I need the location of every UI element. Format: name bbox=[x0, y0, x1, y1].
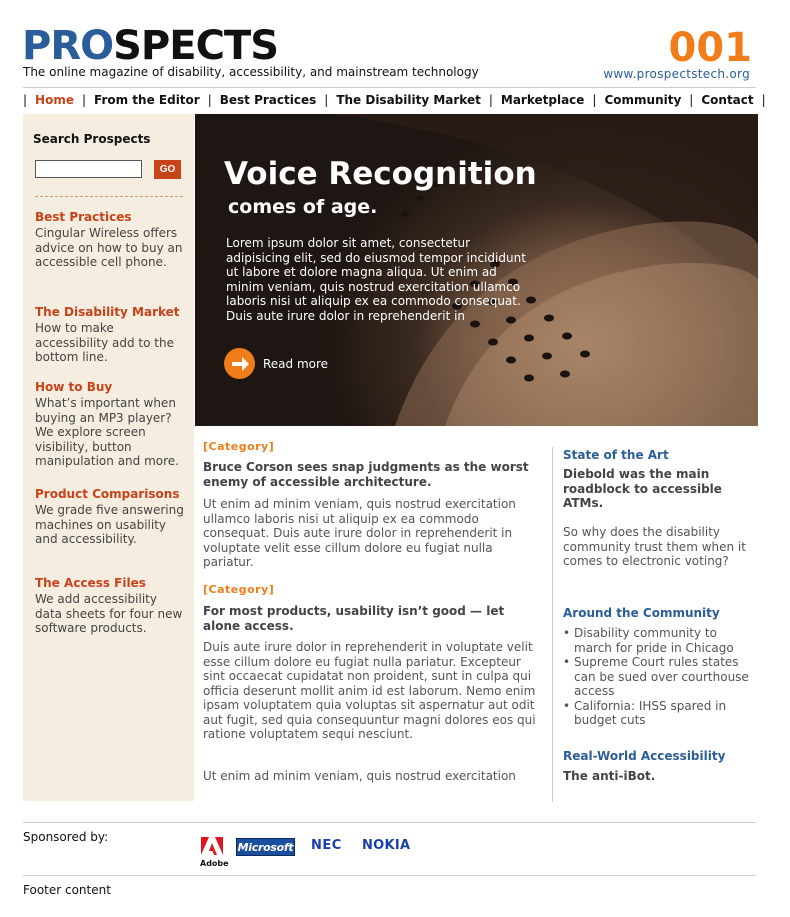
footer-divider bbox=[23, 875, 756, 876]
nav-item-home[interactable]: Home bbox=[35, 93, 74, 107]
nokia-logo[interactable] bbox=[362, 838, 410, 853]
nec-logo[interactable] bbox=[311, 838, 342, 853]
article-body-continued: Ut enim ad minim veniam, quis nostrud exercitation bbox=[203, 769, 516, 783]
sponsor-divider bbox=[23, 822, 756, 823]
nav-item-from-the-editor[interactable]: From the Editor bbox=[94, 93, 200, 107]
read-more-button[interactable] bbox=[224, 348, 328, 379]
sponsor-name: Microsoft bbox=[237, 840, 294, 854]
nav-separator: | bbox=[207, 93, 212, 107]
hero-body: Lorem ipsum dolor sit amet, consectetur adipisicing elit, sed do eiusmod tempor incididunt ut labore et dolore magna aliqua. Ut enim ad minim veniam, quis nostrud exercitation ullamco laboris nisi ut aliquip ex ea commodo consequat. Duis aute irure dolor in reprehenderit in bbox=[226, 236, 526, 323]
sidebar-item-title[interactable]: The Disability Market bbox=[35, 305, 180, 319]
hero-subtitle: comes of age. bbox=[228, 196, 378, 218]
search-input[interactable] bbox=[35, 160, 142, 178]
sidebar-item-desc: What’s important when buying an MP3 player? We explore screen visibility, button manipulation and more. bbox=[35, 396, 179, 468]
sidebar-divider bbox=[35, 196, 183, 197]
search-go-button[interactable]: GO bbox=[154, 160, 181, 179]
around-community-title[interactable]: Around the Community bbox=[563, 606, 720, 620]
article-body: Ut enim ad minim veniam, quis nostrud exercitation ullamco laboris nisi ut aliquip ex ea commodo consequat. Duis aute irure dolor in reprehenderit in voluptate velit esse cillum dolore eu fugiat nulla pariatur. bbox=[203, 497, 516, 569]
sidebar-item-title[interactable]: The Access Files bbox=[35, 576, 146, 590]
footer-content: Footer content bbox=[23, 883, 111, 897]
sponsor-name: Adobe bbox=[200, 859, 229, 868]
sponsor-name: NEC bbox=[311, 838, 342, 853]
sidebar-item-desc: We add accessibility data sheets for four new software products. bbox=[35, 592, 183, 635]
main-nav bbox=[23, 93, 774, 107]
site-tagline: The online magazine of disability, accessibility, and mainstream technology bbox=[23, 65, 479, 79]
arrow-right-icon bbox=[224, 348, 255, 379]
list-item[interactable]: • Supreme Court rules states can be sued over courthouse access bbox=[563, 655, 758, 699]
article-body: Duis aute irure dolor in reprehenderit in voluptate velit esse cillum dolore eu fugiat nulla pariatur. Excepteur sint occaecat cupidatat non proident, sunt in culpa qui officia deserunt mollit anim id est laborum. Nemo enim ipsam voluptatem quia voluptas sit aspernatur aut odit aut fugit, sed quia consequuntur magni dolores eos qui ratione voluptatem sequi nesciunt. bbox=[203, 640, 536, 741]
sidebar-item-product-comparisons bbox=[35, 486, 187, 547]
sidebar-item-best-practices bbox=[35, 209, 187, 270]
read-more-label: Read more bbox=[263, 356, 329, 371]
adobe-logo[interactable] bbox=[200, 836, 229, 868]
hero-title: Voice Recognition bbox=[224, 156, 537, 192]
microsoft-logo[interactable] bbox=[236, 838, 295, 856]
nav-item-best-practices[interactable]: Best Practices bbox=[219, 93, 317, 107]
nav-item-community[interactable]: Community bbox=[604, 93, 682, 107]
state-of-the-art-subtitle: Diebold was the main roadblock to accessible ATMs. bbox=[563, 467, 722, 510]
community-list bbox=[563, 626, 758, 728]
nav-separator: | bbox=[488, 93, 493, 107]
nav-separator: | bbox=[592, 93, 597, 107]
sidebar-item-how-to-buy bbox=[35, 379, 187, 469]
sidebar-item-desc: How to make accessibility add to the bottom line. bbox=[35, 321, 174, 364]
sidebar-item-title[interactable]: Best Practices bbox=[35, 210, 132, 224]
article-category[interactable]: [Category] bbox=[203, 583, 275, 596]
nav-separator: | bbox=[23, 93, 28, 107]
list-item[interactable]: • California: IHSS spared in budget cuts bbox=[563, 699, 758, 728]
logo-spects: SPECTS bbox=[113, 23, 279, 69]
site-logo[interactable] bbox=[22, 22, 278, 70]
nav-separator: | bbox=[324, 93, 329, 107]
sidebar-item-desc: Cingular Wireless offers advice on how to buy an accessible cell phone. bbox=[35, 226, 183, 269]
nav-separator: | bbox=[689, 93, 694, 107]
adobe-mark-icon bbox=[200, 836, 224, 856]
nav-item-marketplace[interactable]: Marketplace bbox=[500, 93, 585, 107]
sidebar-item-disability-market bbox=[35, 304, 187, 365]
logo-pro: PRO bbox=[22, 23, 114, 69]
real-world-accessibility-subtitle: The anti-iBot. bbox=[563, 769, 656, 783]
site-url[interactable]: www.prospectstech.org bbox=[603, 67, 750, 81]
column-divider bbox=[552, 447, 553, 802]
article-category[interactable]: [Category] bbox=[203, 440, 275, 453]
nav-separator: | bbox=[761, 93, 766, 107]
search-title: Search Prospects bbox=[33, 132, 151, 146]
sidebar-item-access-files bbox=[35, 575, 187, 636]
sponsor-name: NOKIA bbox=[362, 838, 411, 853]
article-headline[interactable]: Bruce Corson sees snap judgments as the worst enemy of accessible architecture. bbox=[203, 460, 529, 489]
list-item[interactable]: • Disability community to march for pride in Chicago bbox=[563, 626, 758, 655]
sidebar-item-desc: We grade five answering machines on usability and accessibility. bbox=[35, 503, 184, 546]
real-world-accessibility-title[interactable]: Real-World Accessibility bbox=[563, 749, 726, 763]
nav-separator: | bbox=[81, 93, 87, 107]
article-headline[interactable]: For most products, usability isn’t good — let alone access. bbox=[203, 604, 505, 633]
issue-number: 001 bbox=[668, 25, 752, 71]
state-of-the-art-title[interactable]: State of the Art bbox=[563, 448, 669, 462]
sponsored-by-label: Sponsored by: bbox=[23, 830, 109, 844]
nav-item-contact[interactable]: Contact bbox=[701, 93, 754, 107]
sidebar-item-title[interactable]: How to Buy bbox=[35, 380, 113, 394]
sidebar-item-title[interactable]: Product Comparisons bbox=[35, 487, 180, 501]
state-of-the-art-text: So why does the disability community trust them when it comes to electronic voting? bbox=[563, 525, 746, 568]
nav-item-disability-market[interactable]: The Disability Market bbox=[336, 93, 481, 107]
